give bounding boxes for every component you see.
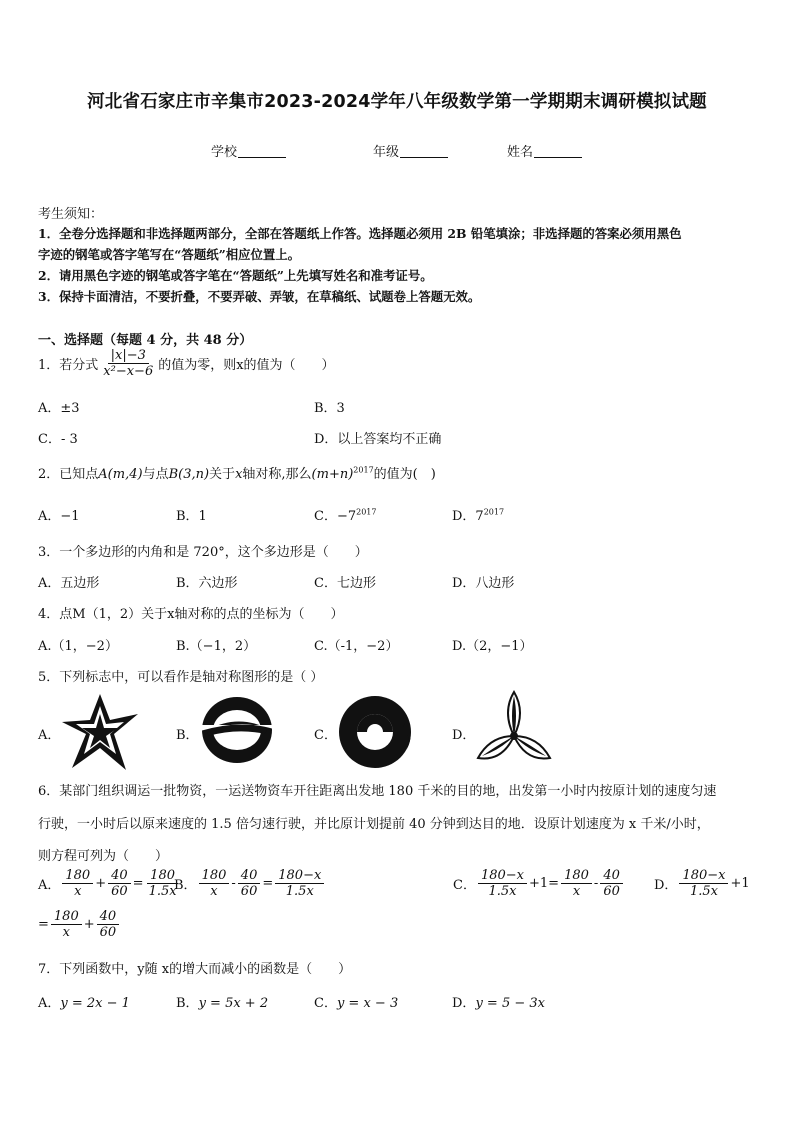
frac-numerator: 180: [62, 868, 93, 884]
q7-option-b[interactable]: [176, 992, 268, 1011]
notice-item-1: 1．全卷分选择题和非选择题两部分，全部在答题纸上作答。选择题必须用 2B 铅笔填涂；非选择题的答案必须用黑色: [38, 226, 682, 241]
q6-b-frac-1: [199, 868, 230, 899]
page-title: 河北省石家庄市辛集市2023-2024学年八年级数学第一学期期末调研模拟试题: [87, 92, 707, 112]
q1-fraction: [100, 348, 156, 379]
plus-sign: +: [95, 876, 107, 891]
question-6-line-3: 则方程可列为（ ）: [38, 849, 169, 864]
q5-label-d: D．: [452, 728, 476, 743]
q2-point-b: B(3,n): [168, 467, 210, 482]
question-6-line-1: 6．某部门组织调运一批物资，一运送物资车开往距离出发地 180 千米的目的地，出发第一小时内按原计划的速度匀速: [38, 784, 717, 799]
notice-item-3: 3．保持卡面清洁，不要折叠，不要弄破、弄皱，在草稿纸、试题卷上答题无效。: [38, 289, 481, 304]
q2-option-c[interactable]: [314, 505, 376, 524]
frac-denominator: 60: [111, 884, 128, 899]
q2-option-c-base: C．−7: [314, 509, 357, 524]
q2-option-b[interactable]: B．1: [176, 509, 207, 524]
q4-option-a[interactable]: A.（1，−2）: [38, 639, 118, 654]
grade-field[interactable]: [373, 141, 448, 160]
q7-label-c: C．: [314, 996, 337, 1011]
q6-option-d-continued: [38, 909, 121, 940]
frac-denominator: x: [62, 925, 70, 940]
q2-point-a: A(m,4): [98, 467, 143, 482]
equals-sign: =: [262, 876, 274, 891]
school-label: 学校: [211, 145, 238, 160]
equals-sign: =: [132, 876, 144, 891]
question-3: 3．一个多边形的内角和是 720°，这个多边形是（ ）: [38, 545, 368, 560]
q6-a-frac-1: [62, 868, 93, 899]
frac-numerator: 180: [51, 909, 82, 925]
question-1: [38, 348, 335, 379]
frac-denominator: x: [74, 884, 82, 899]
question-5: 5．下列标志中，可以看作是轴对称图形的是（ ）: [38, 670, 324, 685]
school-blank[interactable]: [238, 145, 286, 158]
q3-option-c[interactable]: C．七边形: [314, 576, 376, 591]
q2-option-d[interactable]: [452, 505, 504, 524]
question-7: 7．下列函数中，y随 x的增大而减小的函数是（ ）: [38, 962, 352, 977]
q6-label-b: B．: [174, 878, 197, 893]
frac-denominator: 1.5x: [488, 884, 517, 899]
school-field[interactable]: [211, 141, 286, 160]
frac-numerator: 180−x: [679, 868, 728, 884]
q6-option-b[interactable]: [174, 868, 326, 899]
frac-denominator: x: [210, 884, 218, 899]
question-6-line-2: 行驶，一小时后以原来速度的 1.5 倍匀速行驶，并比原计划提前 40 分钟到达目的地．设原计划速度为 x 千米/小时，: [38, 817, 710, 832]
q7-equation-a: y = 2x − 1: [60, 996, 130, 1011]
q2-expression: (m+n): [311, 467, 354, 482]
frac-numerator: 40: [238, 868, 261, 884]
frac-numerator: 180: [199, 868, 230, 884]
q6-label-c: C．: [453, 878, 476, 893]
frac-numerator: 40: [97, 909, 120, 925]
q6-c-frac-2: [561, 868, 592, 899]
q6-d-frac-3: [97, 909, 120, 940]
q6-label-a: A．: [38, 878, 61, 893]
q5-option-b[interactable]: [176, 724, 199, 743]
minus-sign: -: [593, 876, 599, 891]
q7-option-a[interactable]: [38, 992, 130, 1011]
q3-option-a[interactable]: A．五边形: [38, 576, 100, 591]
q4-option-b[interactable]: B.（−1，2）: [176, 639, 257, 654]
q6-label-d: D．: [654, 878, 678, 893]
plus-one: +1: [730, 876, 750, 891]
grade-label: 年级: [373, 145, 400, 160]
q2-text-3: 关于: [209, 467, 236, 482]
name-field[interactable]: [507, 141, 582, 160]
equals-sign: =: [38, 917, 49, 932]
q2-exponent: 2017: [353, 465, 374, 475]
q1-option-c[interactable]: C．- 3: [38, 432, 78, 447]
q7-equation-d: y = 5 − 3x: [475, 996, 545, 1011]
frac-denominator: 60: [99, 925, 117, 940]
frac-numerator: 40: [600, 868, 623, 884]
q1-denominator: x²−x−6: [103, 364, 154, 379]
minus-sign: -: [231, 876, 236, 891]
frac-denominator: 60: [240, 884, 258, 899]
q2-option-c-exp: 2017: [356, 507, 377, 517]
q5-option-d[interactable]: [452, 724, 475, 743]
notice-item-2: 2．请用黑色字迹的钢笔或答字笔在“答题纸”上先填写姓名和准考证号。: [38, 268, 433, 283]
q6-c-frac-1: [478, 868, 527, 899]
q6-option-c[interactable]: [453, 868, 625, 899]
section-heading: 一、选择题（每题 4 分，共 48 分）: [38, 333, 253, 348]
q7-equation-c: y = x − 3: [336, 996, 399, 1011]
q4-option-d[interactable]: D.（2，−1）: [452, 639, 533, 654]
q5-label-b: B．: [176, 728, 199, 743]
name-label: 姓名: [507, 145, 534, 160]
q1-option-d[interactable]: D．以上答案均不正确: [314, 432, 442, 447]
q2-text-4: 轴对称,那么: [242, 467, 312, 482]
q7-option-d[interactable]: [452, 992, 545, 1011]
q2-option-a[interactable]: A．−1: [38, 509, 80, 524]
question-4: 4．点M（1，2）关于x轴对称的点的坐标为（ ）: [38, 607, 344, 622]
q1-option-b[interactable]: B．3: [314, 401, 345, 416]
q6-d-frac-1: [679, 868, 728, 899]
q7-label-d: D．: [452, 996, 476, 1011]
frac-denominator: 1.5x: [148, 884, 177, 899]
q1-option-a[interactable]: A．±3: [38, 401, 80, 416]
q5-label-a: A．: [38, 728, 61, 743]
q2-option-d-exp: 2017: [483, 507, 505, 517]
q2-x: x: [235, 467, 243, 482]
q6-b-frac-3: [275, 868, 324, 899]
q1-prefix: 1．若分式: [38, 358, 99, 373]
q7-label-a: A．: [38, 996, 61, 1011]
q2-text-5: 的值为( ): [373, 467, 436, 482]
q7-equation-b: y = 5x + 2: [198, 996, 269, 1011]
frac-numerator: 180−x: [275, 868, 324, 884]
q3-option-b[interactable]: B．六边形: [176, 576, 238, 591]
q1-numerator: |x|−3: [108, 348, 149, 364]
q6-b-frac-2: [238, 868, 261, 899]
frac-denominator: 60: [603, 884, 620, 899]
frac-numerator: 180: [561, 868, 592, 884]
ring-swoosh-logo-icon: [200, 695, 274, 765]
swirl-circle-logo-icon: [337, 693, 417, 771]
q2-option-d-base: D．7: [452, 509, 484, 524]
q2-text-1: 2．已知点: [38, 467, 99, 482]
q4-option-c[interactable]: C.（-1，−2）: [314, 639, 399, 654]
equals-sign: =: [548, 876, 560, 891]
plus-one: +1: [529, 876, 549, 891]
frac-denominator: 1.5x: [689, 884, 718, 899]
frac-numerator: 40: [108, 868, 131, 884]
q7-label-b: B．: [176, 996, 199, 1011]
q1-suffix: 的值为零，则x的值为（ ）: [158, 358, 335, 373]
frac-numerator: 180−x: [478, 868, 527, 884]
q5-option-c[interactable]: [314, 724, 337, 743]
three-petal-flower-logo-icon: [476, 688, 552, 770]
q7-option-c[interactable]: [314, 992, 398, 1011]
question-2: [38, 463, 436, 482]
q6-option-d[interactable]: [654, 868, 750, 899]
q2-text-2: 与点: [142, 467, 169, 482]
frac-denominator: 1.5x: [285, 884, 314, 899]
q3-option-d[interactable]: D．八边形: [452, 576, 515, 591]
q6-a-frac-2: [108, 868, 131, 899]
q6-d-frac-2: [51, 909, 82, 940]
grade-blank[interactable]: [400, 145, 448, 158]
name-blank[interactable]: [534, 145, 582, 158]
frac-denominator: x: [572, 884, 581, 899]
frac-numerator: 180: [147, 868, 178, 884]
four-point-star-logo-icon: [60, 692, 140, 772]
q6-c-frac-3: [600, 868, 623, 899]
plus-sign: +: [83, 917, 95, 932]
q5-label-c: C．: [314, 728, 337, 743]
q5-option-a[interactable]: [38, 724, 60, 743]
notice-heading: 考生须知：: [38, 207, 104, 222]
notice-item-1-cont: 字迹的钢笔或答字笔写在“答题纸”相应位置上。: [38, 247, 301, 262]
q6-option-a[interactable]: [38, 868, 182, 899]
